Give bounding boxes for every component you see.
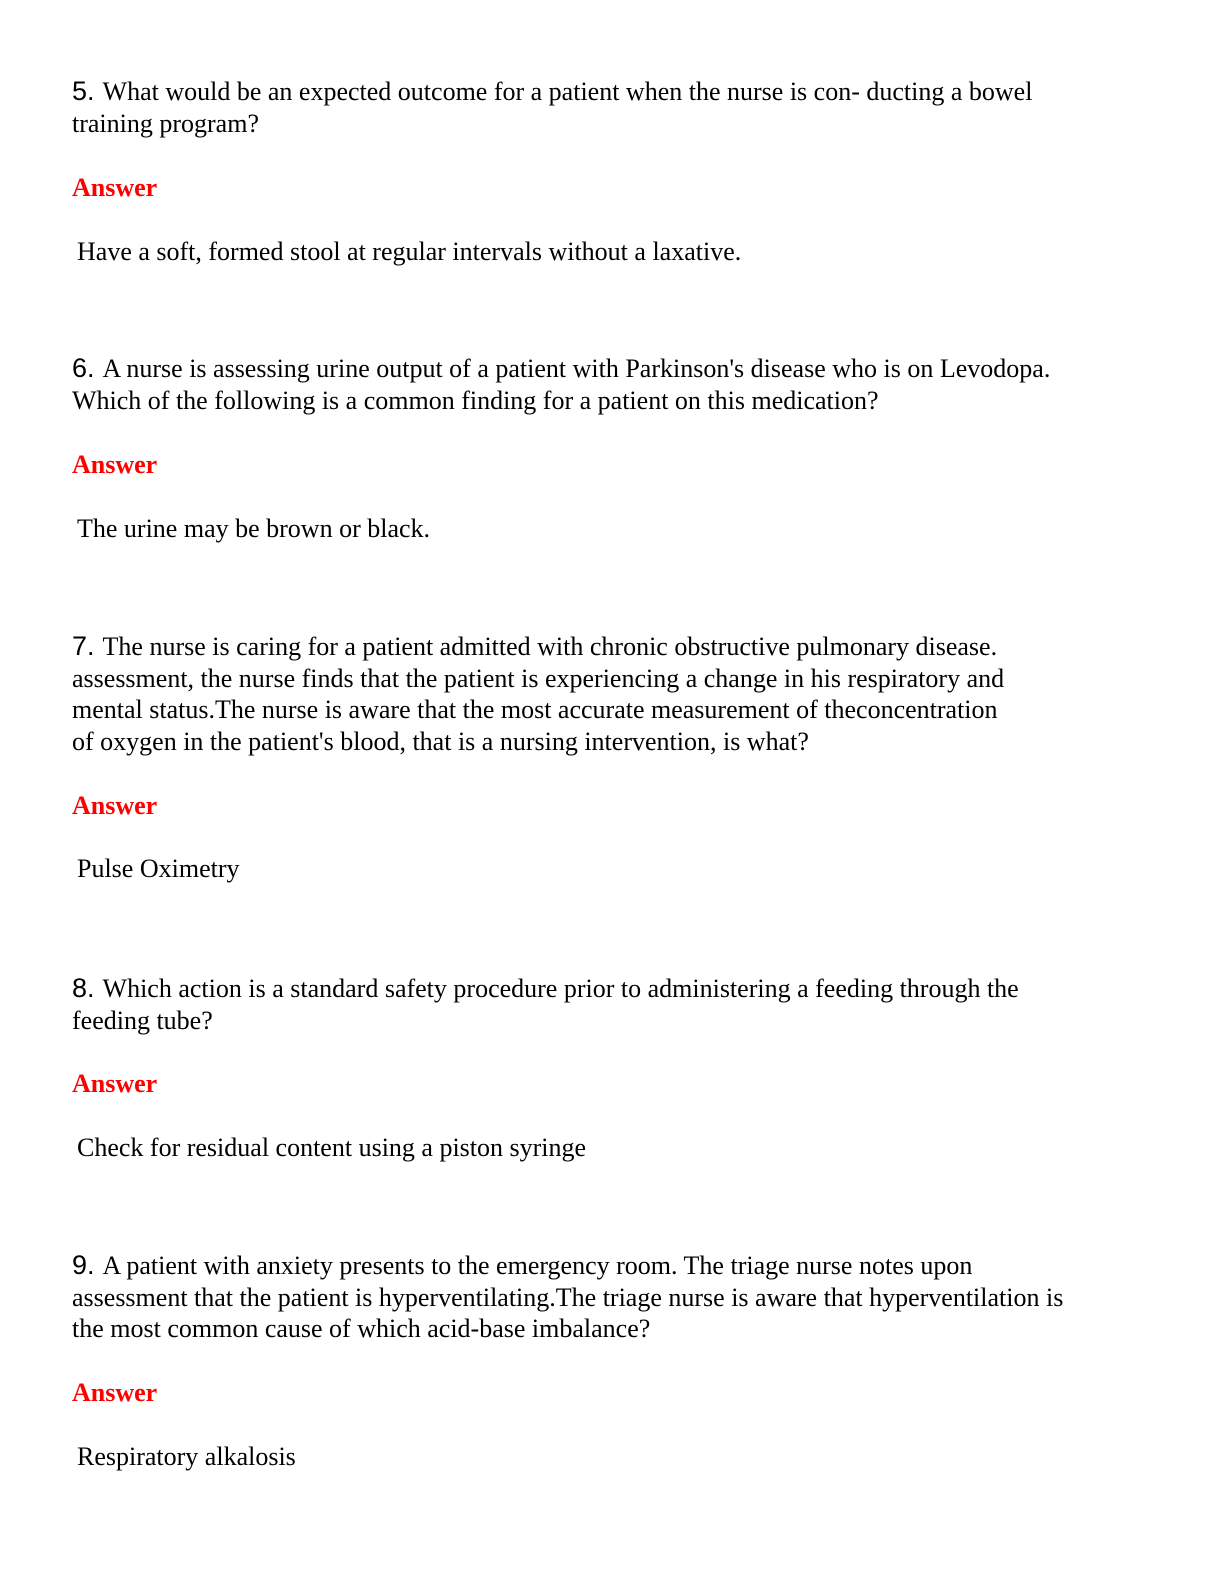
question-line: The nurse is caring for a patient admitted with chronic obstructive pulmonary disease. xyxy=(102,632,998,661)
question-text xyxy=(72,973,1162,1036)
question-line: Which of the following is a common finding for a patient on this medication? xyxy=(72,385,879,415)
answer-label: Answer xyxy=(72,1069,158,1098)
answer-text: Have a soft, formed stool at regular intervals without a laxative. xyxy=(77,237,742,266)
qa-item-6 xyxy=(72,353,1162,543)
question-number: 9. xyxy=(72,1250,95,1280)
question-number: 6. xyxy=(72,353,95,383)
question-line: A patient with anxiety presents to the emergency room. The triage nurse notes upon xyxy=(102,1251,973,1280)
question-number: 5. xyxy=(72,76,95,106)
answer-label: Answer xyxy=(72,173,158,202)
question-text xyxy=(72,353,1162,416)
question-line: feeding tube? xyxy=(72,1005,213,1035)
answer-text: The urine may be brown or black. xyxy=(77,514,431,543)
question-line: Which action is a standard safety procedure prior to administering a feeding through the xyxy=(102,974,1019,1003)
question-text xyxy=(72,76,1162,139)
answer-text: Check for residual content using a piston syringe xyxy=(77,1133,587,1162)
answer-text: Respiratory alkalosis xyxy=(77,1442,296,1471)
question-line: training program? xyxy=(72,108,259,138)
question-line: assessment, the nurse finds that the patient is experiencing a change in his respiratory and xyxy=(72,663,1005,693)
question-line: of oxygen in the patient's blood, that is a nursing intervention, is what? xyxy=(72,726,809,756)
question-line: A nurse is assessing urine output of a patient with Parkinson's disease who is on Levodopa. xyxy=(102,354,1051,383)
qa-item-5 xyxy=(72,76,1162,266)
answer-label: Answer xyxy=(72,450,158,479)
question-text xyxy=(72,631,1162,757)
qa-item-7 xyxy=(72,631,1162,883)
answer-label: Answer xyxy=(72,1378,158,1407)
question-number: 8. xyxy=(72,973,95,1003)
question-line: assessment that the patient is hyperventilating.The triage nurse is aware that hyperventilation is xyxy=(72,1282,1064,1312)
question-number: 7. xyxy=(72,631,95,661)
qa-item-9 xyxy=(72,1250,1162,1471)
answer-label: Answer xyxy=(72,791,158,820)
answer-text: Pulse Oximetry xyxy=(77,854,240,883)
qa-item-8 xyxy=(72,973,1162,1162)
question-line: What would be an expected outcome for a patient when the nurse is con- ducting a bowel xyxy=(102,77,1033,106)
question-text xyxy=(72,1250,1162,1345)
question-line: the most common cause of which acid-base imbalance? xyxy=(72,1314,651,1343)
question-line: mental status.The nurse is aware that the most accurate measurement of theconcentration xyxy=(72,695,998,724)
